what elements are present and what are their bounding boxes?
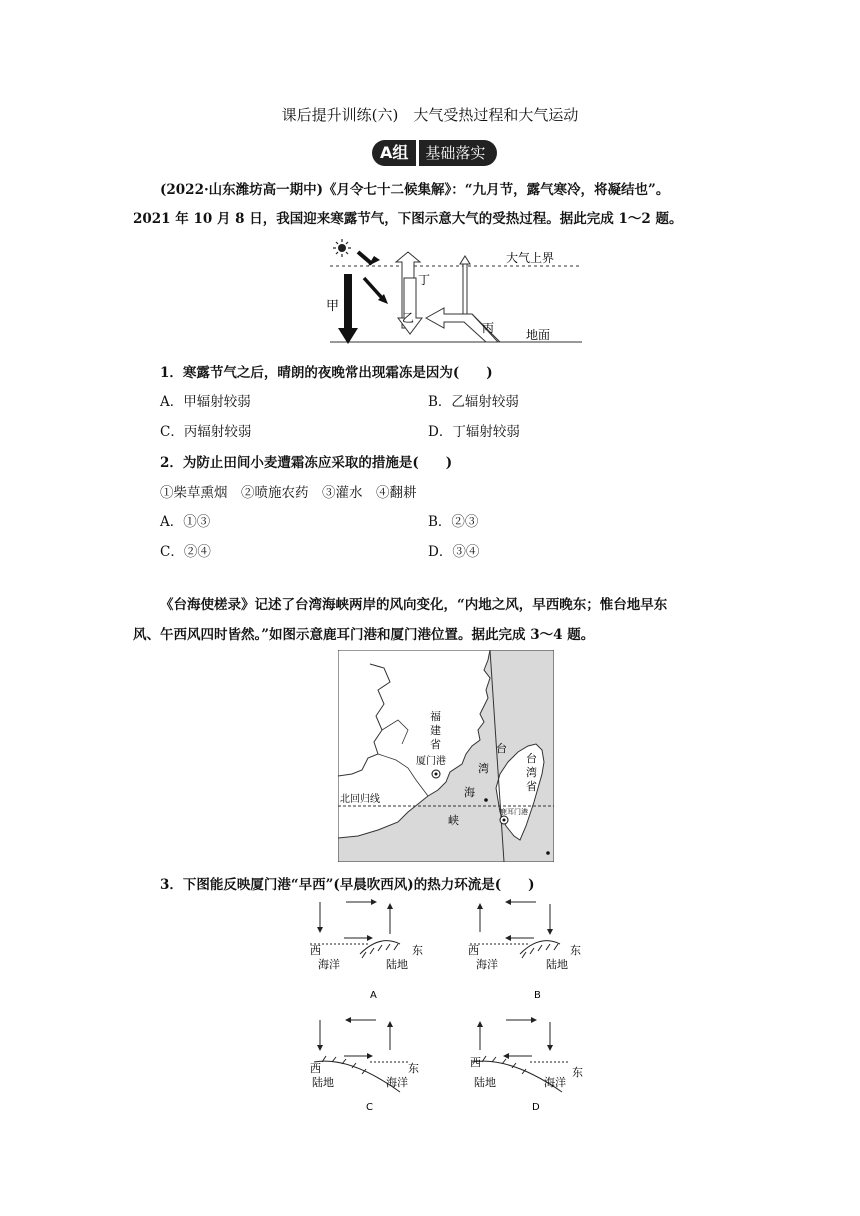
map-label-taiwan: 省: [526, 780, 537, 793]
map-label-strait: 湾: [478, 762, 489, 775]
circulation-option-d[interactable]: [470, 1020, 583, 1113]
label-west: 西: [470, 1056, 481, 1069]
circulation-options: [300, 896, 590, 1116]
circulation-option-a[interactable]: [310, 902, 423, 1001]
island-dot: [546, 851, 550, 855]
label-east: 东: [572, 1066, 583, 1079]
map-label-fujian: 省: [430, 738, 441, 751]
label-ding: 丁: [418, 273, 431, 287]
map-label-strait: 台: [496, 742, 507, 755]
intro-1-line-2: 2021 年 10 月 8 日，我国迎来寒露节气，下图示意大气的受热过程。据此完成 1～2 题。: [133, 211, 683, 227]
intro-1-line-1: (2022·山东潍坊高一期中)《月令七十二候集解》：“九月节，露气寒冷，将凝结也”。: [160, 182, 670, 198]
map-label-xiamen: 厦门港: [416, 756, 446, 767]
map-label-tropic: 北回归线: [340, 794, 380, 805]
option-label-a: A: [370, 990, 377, 1001]
label-ground: 地面: [526, 328, 551, 342]
intro-2-line-2: 风、午西风四时皆然。”如图示意鹿耳门港和厦门港位置。据此完成 3～4 题。: [133, 627, 595, 643]
q2-option-d[interactable]: D．③④: [428, 544, 480, 560]
q1-option-c[interactable]: C．丙辐射较弱: [160, 424, 252, 440]
page-title: 课后提升训练(六) 大气受热过程和大气运动: [281, 106, 579, 124]
map-label-lu-er-men: 鹿耳门港: [500, 808, 528, 816]
option-label-b: B: [534, 990, 541, 1001]
label-west: 西: [310, 1062, 321, 1075]
q1-option-a[interactable]: A．甲辐射较弱: [160, 394, 251, 410]
map-label-taiwan: 湾: [526, 766, 537, 779]
intro-2-line-1: 《台海使槎录》记述了台湾海峡两岸的风向变化，“内地之风，早西晚东；惟台地早东: [160, 597, 668, 613]
q2-items: ①柴草熏烟 ②喷施农药 ③灌水 ④翻耕: [160, 485, 417, 501]
island-dot: [484, 798, 488, 802]
label-east: 东: [412, 944, 423, 957]
label-land: 陆地: [546, 958, 568, 971]
label-west: 西: [468, 944, 479, 957]
arrow-jia: [338, 274, 358, 344]
label-bing: 丙: [482, 321, 495, 335]
map-label-fujian: 建: [430, 724, 441, 737]
option-label-d: D: [532, 1102, 540, 1113]
option-label-c: C: [366, 1102, 373, 1113]
question-3-stem: 3．下图能反映厦门港“早西”(早晨吹西风)的热力环流是( ): [160, 877, 535, 893]
label-sea: 海洋: [476, 958, 498, 971]
label-sea: 海洋: [544, 1076, 566, 1089]
sun-icon: [333, 239, 351, 257]
map-label-strait: 海: [464, 786, 475, 799]
label-east: 东: [408, 1062, 419, 1075]
lu-er-men-port-icon: [500, 816, 508, 824]
map-label-taiwan: 台: [526, 752, 537, 765]
q2-option-c[interactable]: C．②④: [160, 544, 211, 560]
label-land: 陆地: [312, 1076, 334, 1089]
badge-label: 基础落实: [419, 140, 497, 166]
taiwan-strait-map: [338, 650, 554, 862]
label-sea: 海洋: [386, 1076, 408, 1089]
label-jia: 甲: [326, 299, 340, 314]
q2-option-b[interactable]: B．②③: [428, 514, 479, 530]
label-land: 陆地: [386, 958, 408, 971]
heating-process-figure: [322, 238, 592, 348]
label-atmosphere-top: 大气上界: [506, 251, 555, 265]
question-1-stem: 1．寒露节气之后，晴朗的夜晚常出现霜冻是因为( ): [160, 365, 493, 381]
map-label-fujian: 福: [430, 710, 441, 723]
label-sea: 海洋: [318, 958, 340, 971]
question-2-stem: 2．为防止田间小麦遭霜冻应采取的措施是( ): [160, 455, 453, 471]
arrow-thin-up: [460, 256, 470, 314]
section-badge: [372, 140, 497, 166]
map-label-strait: 峡: [448, 814, 459, 827]
label-west: 西: [310, 944, 321, 957]
circulation-option-c[interactable]: [310, 1020, 419, 1113]
label-land: 陆地: [474, 1076, 496, 1089]
label-east: 东: [570, 944, 581, 957]
badge-group: A组: [372, 140, 416, 166]
circulation-option-b[interactable]: [468, 902, 581, 1001]
q1-option-b[interactable]: B．乙辐射较弱: [428, 394, 519, 410]
xiamen-port-icon: [432, 770, 440, 778]
q1-option-d[interactable]: D．丁辐射较弱: [428, 424, 520, 440]
arrow-reflect: [358, 252, 380, 266]
q2-option-a[interactable]: A．①③: [160, 514, 211, 530]
arrow-diagonal: [364, 278, 388, 304]
label-yi: 乙: [402, 311, 415, 325]
